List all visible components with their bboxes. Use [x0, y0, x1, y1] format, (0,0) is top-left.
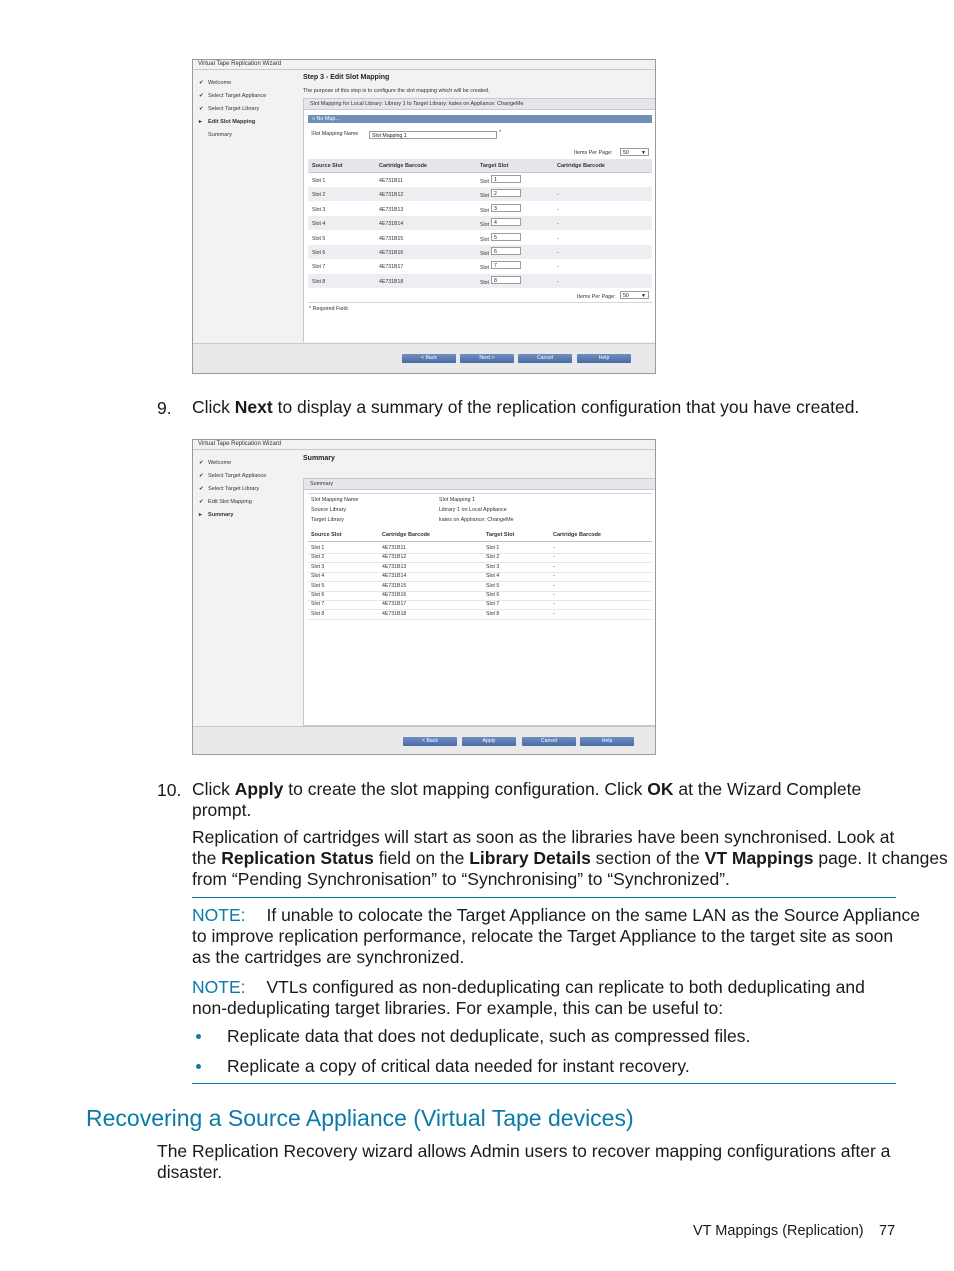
- target-slot-prefix: Slot: [480, 265, 489, 272]
- source-slot-cell: Slot 5: [311, 582, 325, 589]
- help-button[interactable]: Help: [580, 737, 634, 746]
- target-barcode-cell: -: [553, 573, 555, 580]
- info-value: kates on Appliance: ChangeMe: [439, 517, 514, 523]
- source-slot-cell: Slot 2: [312, 192, 326, 199]
- items-per-page-select[interactable]: 50 ▼: [620, 148, 649, 156]
- note-label: NOTE:: [192, 905, 246, 925]
- source-slot-cell: Slot 4: [311, 573, 325, 580]
- note-bottom-rule: [192, 1083, 896, 1084]
- check-icon: ✔: [199, 499, 204, 505]
- table-row: [308, 231, 652, 245]
- target-slot-prefix: Slot: [480, 251, 489, 257]
- target-barcode-cell: -: [557, 221, 559, 228]
- target-slot-cell: Slot 6: [486, 592, 500, 598]
- nav-select-target-library[interactable]: ✔ Select Target Library: [199, 486, 260, 492]
- target-barcode-cell: -: [557, 264, 559, 271]
- table-row: [308, 274, 652, 288]
- table-row: [308, 259, 652, 273]
- check-icon: ✔: [199, 486, 204, 492]
- button-bar: [193, 726, 655, 755]
- target-slot-input[interactable]: 4: [491, 218, 521, 226]
- note-1-line-1: NOTE: If unable to colocate the Target Appliance on the same LAN as the Source Appliance: [192, 905, 920, 925]
- barcode-cell: 4E731B16: [382, 592, 407, 598]
- barcode-cell: 4E731B15: [382, 582, 407, 589]
- target-barcode-cell: -: [557, 250, 559, 256]
- no-map-bar[interactable]: » No Map...: [308, 115, 652, 123]
- check-icon: ✔: [199, 93, 204, 99]
- target-slot-input[interactable]: 7: [491, 261, 521, 269]
- target-barcode-cell: -: [553, 601, 555, 608]
- source-slot-cell: Slot 1: [312, 178, 326, 184]
- table-header: Source Slot Cartridge Barcode Target Slot Cartridge Barcode: [308, 159, 652, 173]
- chevron-down-icon: ▼: [641, 293, 646, 299]
- source-slot-cell: Slot 3: [312, 206, 326, 213]
- note-2-line-2: non-deduplicating target libraries. For example, this can be useful to:: [192, 998, 724, 1018]
- barcode-cell: 4E731B18: [379, 278, 404, 285]
- target-slot-prefix: Slot: [480, 179, 489, 185]
- barcode-cell: 4E731B14: [379, 221, 404, 228]
- table-row: [308, 173, 652, 187]
- barcode-cell: 4E731B13: [382, 563, 407, 570]
- summary-header-bar: Summary: [304, 479, 656, 490]
- info-divider: [308, 493, 652, 494]
- items-per-page-label: Items Per Page:: [574, 150, 613, 156]
- target-slot-cell: Slot 3: [486, 563, 500, 570]
- barcode-cell: 4E731B18: [382, 610, 407, 617]
- bullet-item: Replicate a copy of critical data needed for instant recovery.: [227, 1056, 690, 1076]
- mapping-panel: [303, 98, 656, 342]
- bullet-item: Replicate data that does not deduplicate, such as compressed files.: [227, 1026, 751, 1046]
- target-barcode-cell: -: [553, 592, 555, 598]
- wizard-title: Virtual Tape Replication Wizard: [198, 61, 282, 67]
- section-heading: Recovering a Source Appliance (Virtual Tape devices): [86, 1105, 634, 1131]
- target-slot-prefix: Slot: [480, 222, 489, 229]
- button-bar: [193, 343, 655, 374]
- barcode-cell: 4E731B14: [382, 573, 407, 580]
- arrow-icon: ▸: [199, 512, 202, 518]
- title-divider: [193, 449, 655, 450]
- source-slot-cell: Slot 8: [312, 278, 326, 285]
- info-label: Source Library: [311, 507, 347, 513]
- target-slot-cell: Slot 4: [486, 573, 500, 580]
- note-1-line-3: as the cartridges are synchronized.: [192, 947, 465, 967]
- target-barcode-cell: -: [553, 582, 555, 589]
- source-slot-cell: Slot 1: [311, 545, 325, 551]
- barcode-cell: 4E731B12: [379, 192, 404, 199]
- target-slot-input[interactable]: 2: [491, 189, 521, 197]
- page-title: Summary: [303, 455, 335, 462]
- target-slot-input[interactable]: 6: [491, 247, 521, 255]
- table-row: [308, 245, 652, 259]
- source-slot-cell: Slot 6: [311, 592, 325, 598]
- note-top-rule: [192, 897, 896, 898]
- note-2-line-1: NOTE: VTLs configured as non-deduplicating can replicate to both deduplicating and: [192, 977, 865, 997]
- back-button[interactable]: < Back: [402, 354, 456, 363]
- title-divider: [193, 69, 655, 70]
- target-slot-input[interactable]: 1: [491, 175, 521, 183]
- page-title: Step 3 - Edit Slot Mapping: [303, 74, 390, 81]
- cancel-button[interactable]: Cancel: [518, 354, 572, 363]
- section-para-line-2: disaster.: [157, 1162, 223, 1182]
- apply-button[interactable]: Apply: [462, 737, 516, 746]
- nav-select-target-library[interactable]: ✔ Select Target Library: [199, 106, 260, 112]
- target-slot-prefix: Slot: [480, 193, 489, 200]
- barcode-cell: 4E731B11: [379, 178, 403, 184]
- target-barcode-cell: -: [557, 278, 559, 285]
- barcode-cell: 4E731B15: [379, 235, 404, 242]
- check-icon: ✔: [199, 473, 204, 479]
- check-icon: ✔: [199, 80, 204, 86]
- target-slot-cell: Slot 7: [486, 601, 500, 608]
- target-slot-input[interactable]: 3: [491, 204, 521, 212]
- info-label: Target Library: [311, 517, 344, 523]
- source-slot-cell: Slot 7: [312, 264, 326, 271]
- table-row: [308, 610, 652, 620]
- mapping-name-label: Slot Mapping Name: [311, 131, 359, 137]
- items-per-page-label-bottom: Items Per Page:: [577, 294, 616, 300]
- back-button[interactable]: < Back: [403, 737, 457, 746]
- check-icon: ✔: [199, 460, 204, 466]
- replication-para-line-1: Replication of cartridges will start as soon as the libraries have been synchronised. Look at: [192, 827, 895, 847]
- info-value: Slot Mapping 1: [439, 497, 475, 503]
- barcode-cell: 4E731B17: [382, 601, 407, 608]
- source-slot-cell: Slot 4: [312, 221, 326, 228]
- step-9-number: 9.: [157, 398, 172, 418]
- target-barcode-cell: -: [557, 206, 559, 213]
- target-slot-cell: Slot 5: [486, 582, 500, 589]
- step-10-number: 10.: [157, 780, 182, 800]
- chevron-down-icon: ▼: [641, 150, 646, 156]
- barcode-cell: 4E731B13: [379, 206, 404, 213]
- summary-panel: Summary Slot Mapping Name Slot Mapping 1 Source Library Library 1 on Local Appliance Target Library kates on Appliance: ChangeMe Source Slot Cartridge Barcode Target Slot Cartridge Barcode Slot 1 4E731B11 Slot 1 - Slot 2 4E731B12 Slot 2 - Slot 3 4E731B13 Slot 3 - Slot 4 4E731B14 Slot 4 - Slot 5 4E731B15 Slot 5 - Slot 6 4E731B16 Slot 6 - Slot 7 4E731B17 Slot 7 - Slot 8 4E731B18 Slot 8 -: [303, 478, 656, 726]
- source-slot-cell: Slot 5: [312, 235, 326, 242]
- nav-summary[interactable]: Summary: [208, 132, 232, 138]
- source-slot-cell: Slot 7: [311, 601, 325, 608]
- screenshot-edit-slot-mapping: [192, 59, 656, 374]
- step-9-text: Click Next to display a summary of the replication configuration that you have created.: [192, 397, 860, 417]
- barcode-cell: 4E731B17: [379, 264, 404, 271]
- target-barcode-cell: -: [557, 235, 559, 242]
- target-slot-input[interactable]: 5: [491, 233, 521, 241]
- footer-section-title: VT Mappings (Replication): [693, 1223, 864, 1239]
- target-barcode-cell: -: [553, 563, 555, 570]
- mapping-name-input[interactable]: Slot Mapping 1: [369, 131, 497, 139]
- items-per-page-select-bottom[interactable]: 50 ▼: [620, 291, 649, 299]
- barcode-cell: 4E731B11: [382, 545, 406, 551]
- target-slot-cell: Slot 8: [486, 610, 500, 617]
- source-slot-cell: Slot 6: [312, 250, 326, 256]
- screenshot-summary: [192, 439, 656, 755]
- target-slot-prefix: Slot: [480, 236, 489, 243]
- replication-para-line-3: from “Pending Synchronisation” to “Synchronising” to “Synchronized”.: [192, 869, 730, 889]
- required-field-note: * Required Field: [309, 306, 348, 312]
- nav-welcome[interactable]: ✔ Welcome: [199, 460, 232, 466]
- help-button[interactable]: Help: [577, 354, 631, 363]
- note-1-line-2: to improve replication performance, relocate the Target Appliance to the target site as soon: [192, 926, 894, 946]
- info-label: Slot Mapping Name: [311, 497, 359, 503]
- target-barcode-cell: -: [553, 610, 555, 617]
- target-slot-input[interactable]: 8: [491, 276, 521, 284]
- nav-edit-slot-mapping[interactable]: ▸ Edit Slot Mapping: [199, 119, 256, 125]
- required-divider: [308, 302, 652, 303]
- source-slot-cell: Slot 3: [311, 563, 325, 570]
- target-barcode-cell: -: [553, 545, 555, 551]
- replication-para-line-2: the Replication Status field on the Library Details section of the VT Mappings page. It changes: [192, 848, 948, 868]
- source-slot-cell: Slot 8: [311, 610, 325, 617]
- check-icon: ✔: [199, 106, 204, 112]
- bullet-dot: [196, 1064, 201, 1069]
- footer-page-number: 77: [879, 1223, 896, 1239]
- table-row: [308, 216, 652, 230]
- next-button[interactable]: Next >: [460, 354, 514, 363]
- note-label: NOTE:: [192, 977, 246, 997]
- target-barcode-cell: -: [553, 554, 555, 561]
- target-slot-prefix: Slot: [480, 279, 489, 286]
- wizard-title: Virtual Tape Replication Wizard: [198, 441, 282, 447]
- section-para-line-1: The Replication Recovery wizard allows Admin users to recover mapping configurations after a: [157, 1141, 891, 1161]
- table-header-divider: [308, 541, 652, 542]
- purpose-text: The purpose of this step is to configure the slot mapping which will be created.: [303, 88, 490, 94]
- nav-summary[interactable]: ▸ Summary: [199, 512, 234, 518]
- nav-edit-slot-mapping[interactable]: ✔ Edit Slot Mapping: [199, 499, 252, 505]
- info-value: Library 1 on Local Appliance: [439, 507, 507, 513]
- table-row: [308, 187, 652, 201]
- required-star: *: [499, 130, 502, 136]
- step-10-line-1: Click Apply to create the slot mapping configuration. Click OK at the Wizard Complete: [192, 779, 862, 799]
- barcode-cell: 4E731B16: [379, 250, 404, 256]
- nav-select-target-appliance[interactable]: ✔ Select Target Appliance: [199, 473, 267, 479]
- cancel-button[interactable]: Cancel: [522, 737, 576, 746]
- target-slot-cell: Slot 1: [486, 545, 500, 551]
- mapping-header-bar: Slot Mapping for Local Library: Library 1 to Target Library: kates on Appliance: ChangeMe: [304, 98, 656, 110]
- target-slot-prefix: Slot: [480, 207, 489, 214]
- nav-select-target-appliance[interactable]: ✔ Select Target Appliance: [199, 93, 267, 99]
- step-10-line-2: prompt.: [192, 800, 252, 820]
- barcode-cell: 4E731B12: [382, 554, 407, 561]
- source-slot-cell: Slot 2: [311, 554, 325, 561]
- arrow-icon: ▸: [199, 119, 202, 125]
- nav-welcome[interactable]: ✔ Welcome: [199, 80, 232, 86]
- bullet-dot: [196, 1034, 201, 1039]
- target-barcode-cell: -: [557, 192, 559, 199]
- target-slot-cell: Slot 2: [486, 554, 500, 561]
- table-row: [308, 202, 652, 216]
